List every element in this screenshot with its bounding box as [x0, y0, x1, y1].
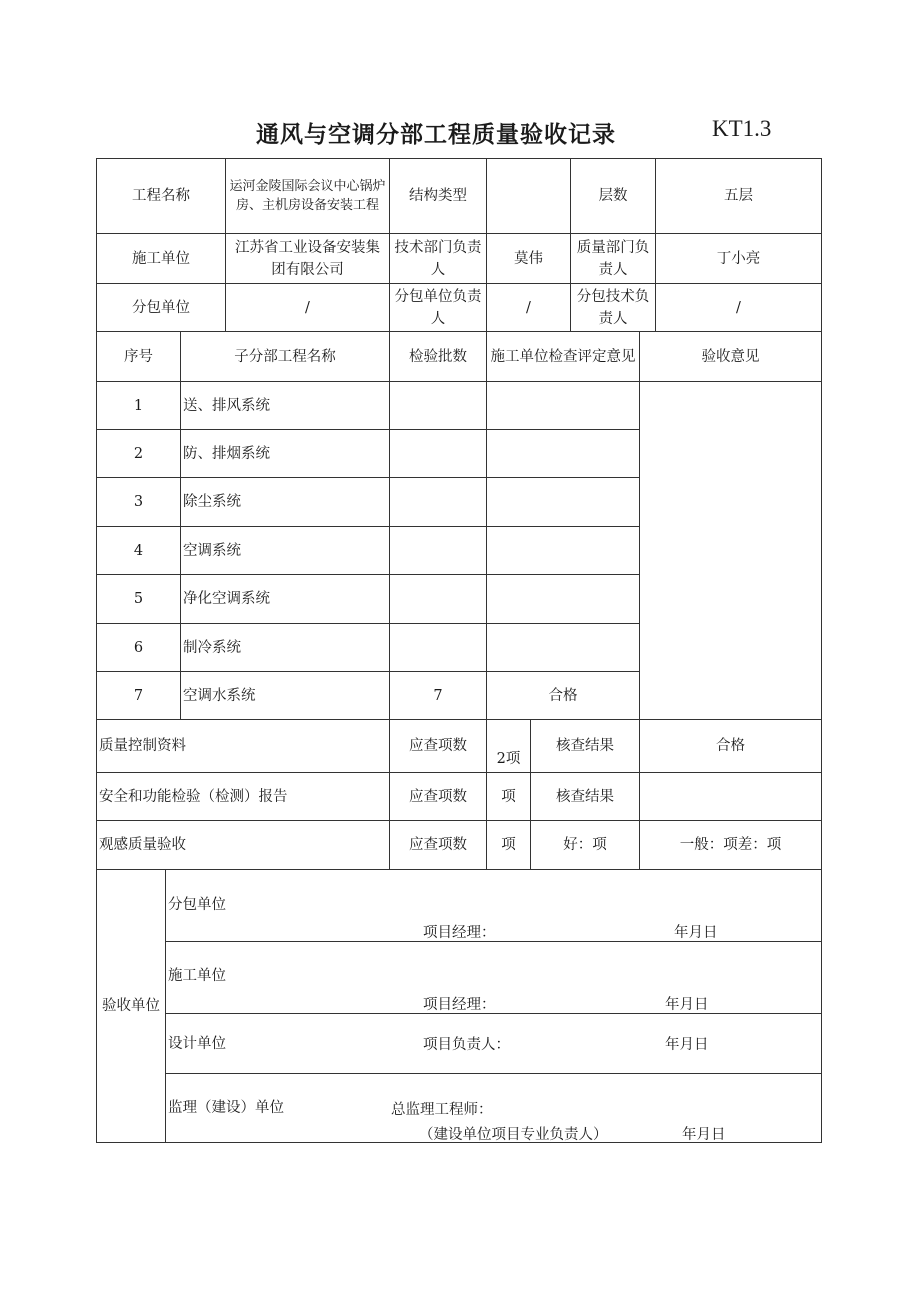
table-row-name: 空调系统: [181, 527, 390, 575]
col-header-no: 序号: [97, 332, 181, 382]
table-row-opinion: 合格: [487, 672, 640, 720]
sub-unit-label: 分包单位: [166, 870, 390, 942]
subcontractor-value: /: [226, 284, 390, 332]
sub-head-value: /: [487, 284, 571, 332]
col-header-name: 子分部工程名称: [181, 332, 390, 382]
quality-docs-count: 2项: [487, 720, 531, 773]
safety-label: 安全和功能检验（检测）报告: [97, 773, 390, 821]
structure-type-label: 结构类型: [390, 159, 487, 234]
table-row-count: [390, 382, 487, 430]
con-date: 年月日: [665, 997, 709, 1013]
quality-docs-result: 合格: [640, 720, 821, 773]
table-row-opinion: [487, 430, 640, 478]
sub-tech-value: /: [656, 284, 821, 332]
structure-type-value: [487, 159, 571, 234]
project-name-value: 运河金陵国际会议中心锅炉房、主机房设备安装工程: [226, 159, 390, 234]
table-row-no: 6: [97, 624, 181, 672]
design-date: 年月日: [665, 1037, 709, 1053]
sub-date: 年月日: [674, 925, 718, 941]
col-header-acceptance: 验收意见: [640, 332, 821, 382]
contractor-label: 施工单位: [97, 234, 226, 284]
acceptance-opinion-cell: [640, 382, 821, 720]
supervisor-unit-label: 监理（建设）单位: [168, 1100, 284, 1116]
table-row-no: 1: [97, 382, 181, 430]
owner-rep-label: （建设单位项目专业负责人）: [419, 1127, 608, 1143]
table-row-no: 5: [97, 575, 181, 624]
table-row-count: [390, 575, 487, 624]
visual-label: 观感质量验收: [97, 821, 390, 870]
form-code: KT1.3: [712, 116, 772, 141]
should-check-label: 应查项数: [390, 821, 487, 870]
table-row-name: 净化空调系统: [181, 575, 390, 624]
table-row-name: 防、排烟系统: [181, 430, 390, 478]
col-header-count: 检验批数: [390, 332, 487, 382]
table-row-count: [390, 430, 487, 478]
visual-count: 项: [487, 821, 531, 870]
floors-label: 层数: [571, 159, 656, 234]
subcontractor-label: 分包单位: [97, 284, 226, 332]
quality-docs-label: 质量控制资料: [97, 720, 390, 773]
table-row-no: 4: [97, 527, 181, 575]
visual-good: 好：项: [531, 821, 640, 870]
table-row-opinion: [487, 527, 640, 575]
chief-supervisor-label: 总监理工程师：: [391, 1102, 493, 1118]
page-title: 通风与空调分部工程质量验收记录: [256, 122, 616, 148]
quality-head-label: 质量部门负责人: [571, 234, 656, 284]
design-head-label: 项目负责人：: [423, 1037, 510, 1053]
safety-count: 项: [487, 773, 531, 821]
table-row-opinion: [487, 478, 640, 527]
contractor-value: 江苏省工业设备安装集团有限公司: [226, 234, 390, 284]
con-manager-label: 项目经理：: [423, 997, 496, 1013]
check-result-label: 核查结果: [531, 720, 640, 773]
project-name-label: 工程名称: [97, 159, 226, 234]
table-row-name: 除尘系统: [181, 478, 390, 527]
table-row-count: [390, 527, 487, 575]
safety-result: [640, 773, 821, 821]
table-row-opinion: [487, 575, 640, 624]
supervisor-date: 年月日: [682, 1127, 726, 1143]
table-row-name: 空调水系统: [181, 672, 390, 720]
col-header-opinion: 施工单位检查评定意见: [487, 332, 640, 382]
tech-head-value: 莫伟: [487, 234, 571, 284]
sub-head-label: 分包单位负责人: [390, 284, 487, 332]
table-row-opinion: [487, 382, 640, 430]
acceptance-form: [96, 158, 822, 1143]
table-row-count: [390, 478, 487, 527]
table-row-opinion: [487, 624, 640, 672]
con-unit-label: 施工单位: [166, 942, 390, 1014]
sub-tech-label: 分包技术负责人: [571, 284, 656, 332]
check-result-label: 核查结果: [531, 773, 640, 821]
tech-head-label: 技术部门负责人: [390, 234, 487, 284]
table-row-count: 7: [390, 672, 487, 720]
should-check-label: 应查项数: [390, 773, 487, 821]
table-row-no: 7: [97, 672, 181, 720]
table-row-no: 2: [97, 430, 181, 478]
table-row-name: 制冷系统: [181, 624, 390, 672]
table-row-name: 送、排风系统: [181, 382, 390, 430]
table-row-count: [390, 624, 487, 672]
should-check-label: 应查项数: [390, 720, 487, 773]
quality-head-value: 丁小亮: [656, 234, 821, 284]
acceptance-units-label: 验收单位: [97, 870, 166, 1142]
sub-manager-label: 项目经理：: [423, 925, 496, 941]
floors-value: 五层: [656, 159, 821, 234]
table-row-no: 3: [97, 478, 181, 527]
design-unit-label: 设计单位: [166, 1014, 390, 1074]
visual-general: 一般：项差：项: [640, 821, 821, 870]
